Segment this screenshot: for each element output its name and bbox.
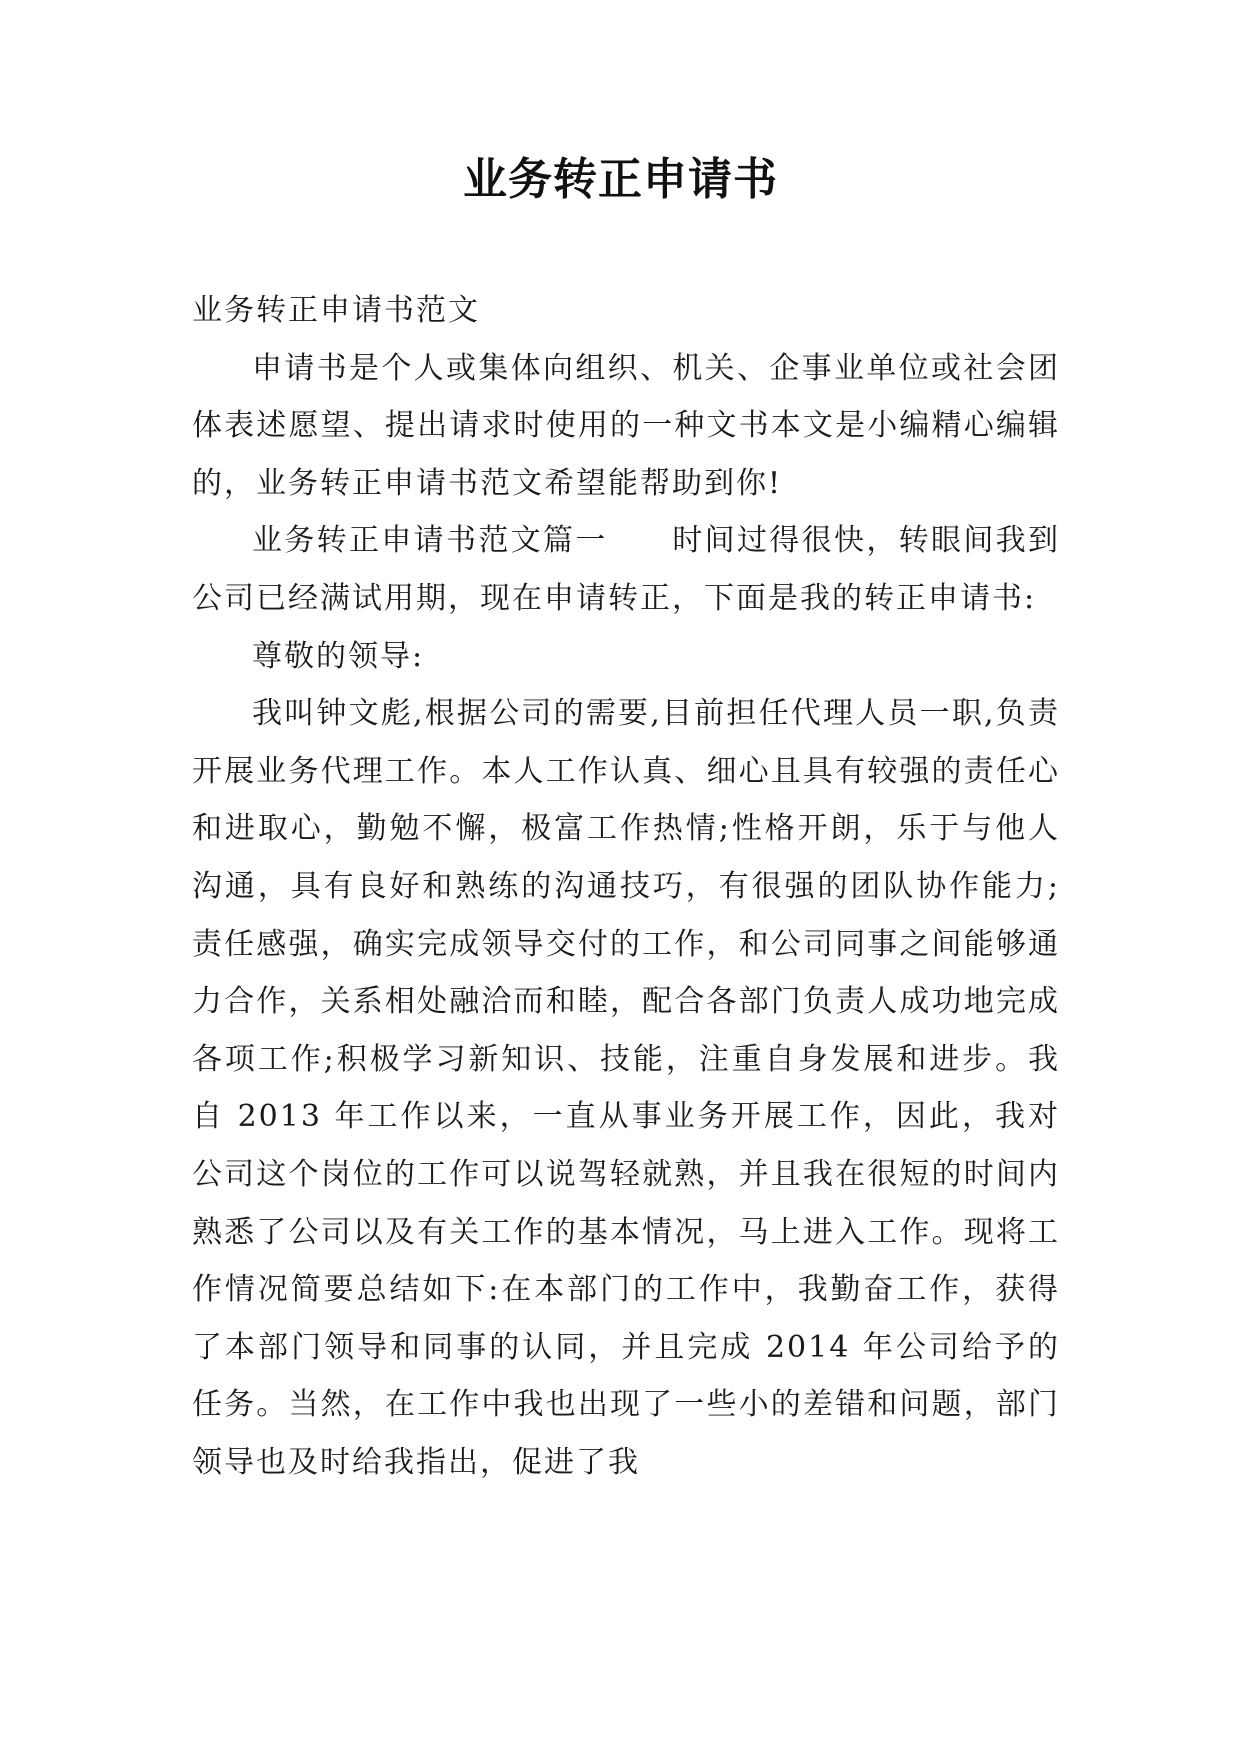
page-title: 业务转正申请书: [463, 154, 778, 205]
document-body: [192, 282, 1060, 1491]
document-subtitle: 业务转正申请书范文: [192, 293, 480, 328]
paragraph-sample-one: 业务转正申请书范文篇一 时间过得很快，转眼间我到公司已经满试用期，现在申请转正，下面是我的转正申请书:: [192, 523, 1060, 616]
paragraph-main: 我叫钟文彪,根据公司的需要,目前担任代理人员一职,负责开展业务代理工作。本人工作认真、细心且具有较强的责任心和进取心，勤勉不懈，极富工作热情;性格开朗，乐于与他人沟通，具有良好和熟练的沟通技巧，有很强的团队协作能力;责任感强，确实完成领导交付的工作，和公司同事之间能够通力合作，关系相处融洽而和睦，配合各部门负责人成功地完成各项工作;积极学习新知识、技能，注重自身发展和进步。我自 2013 年工作以来，一直从事业务开展工作，因此，我对公司这个岗位的工作可以说驾轻就熟，并且我在很短的时间内熟悉了公司以及有关工作的基本情况，马上进入工作。现将工作情况简要总结如下:在本部门的工作中，我勤奋工作，获得了本部门领导和同事的认同，并且完成 2014 年公司给予的任务。当然，在工作中我也出现了一些小的差错和问题，部门领导也及时给我指出，促进了我: [192, 696, 1060, 1480]
paragraph-salutation: 尊敬的领导:: [252, 638, 425, 674]
paragraph-intro: 申请书是个人或集体向组织、机关、企事业单位或社会团体表述愿望、提出请求时使用的一种文书本文是小编精心编辑的，业务转正申请书范文希望能帮助到你!: [192, 350, 1060, 501]
